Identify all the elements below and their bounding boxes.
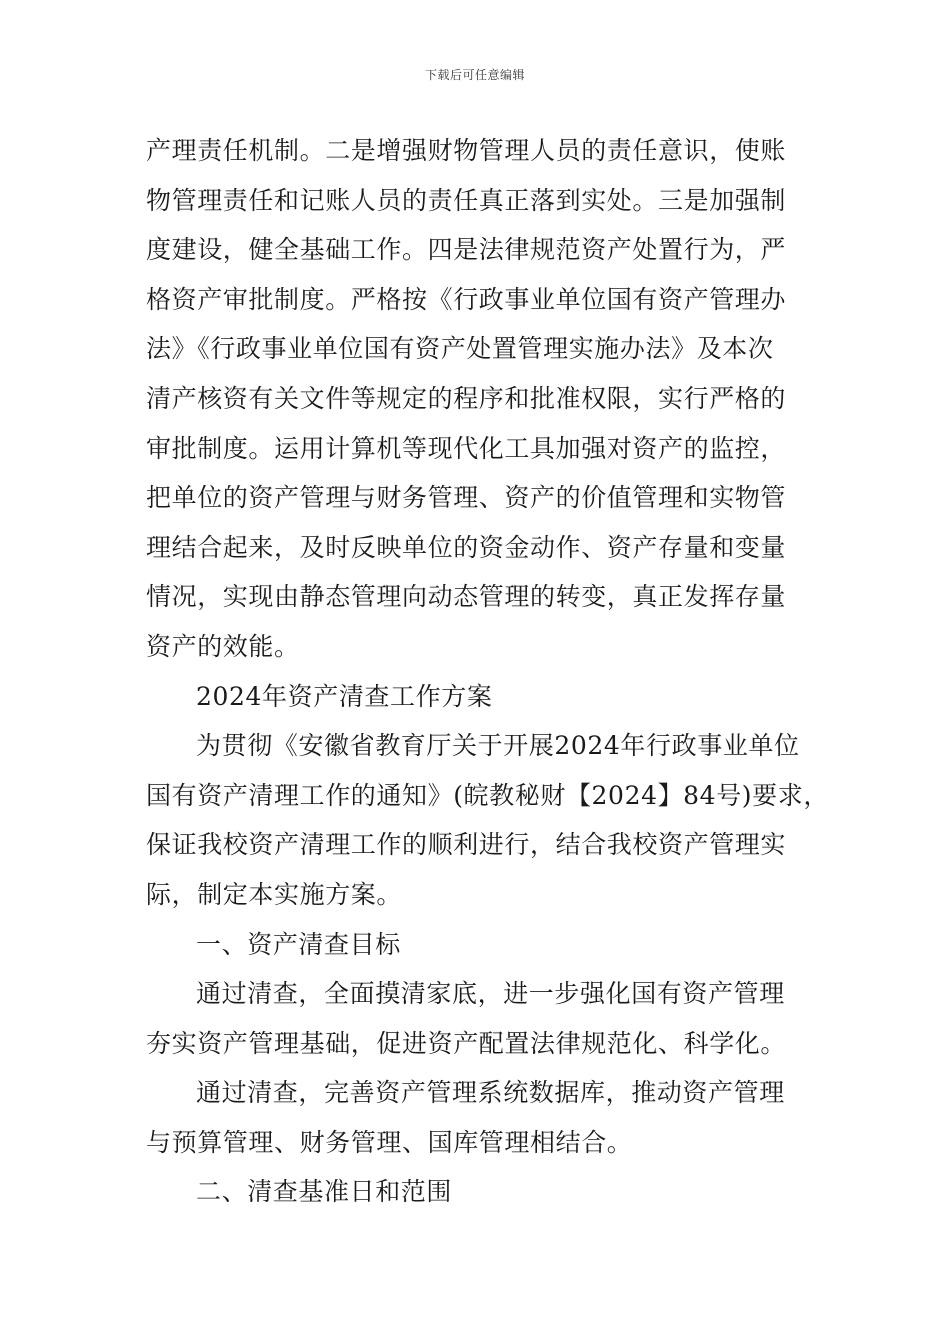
text-line: 情况，实现由静态管理向动态管理的转变，真正发挥存量 <box>146 582 787 612</box>
paragraph-start: 通过清查，完善资产管理系统数据库，推动资产管理 <box>196 1078 785 1108</box>
text-line: 度建设，健全基础工作。四是法律规范资产处置行为，严 <box>146 235 787 265</box>
paragraph-start: 通过清查，全面摸清家底，进一步强化国有资产管理 <box>196 979 785 1009</box>
text-line: 审批制度。运用计算机等现代化工具加强对资产的监控， <box>146 433 787 463</box>
paragraph-start: 为贯彻《安徽省教育厅关于开展2024年行政事业单位 <box>196 731 800 761</box>
text-line: 法》《行政事业单位国有资产处置管理实施办法》及本次 <box>146 334 774 364</box>
section-title: 2024年资产清查工作方案 <box>196 681 493 711</box>
section-heading: 二、清查基准日和范围 <box>196 1177 453 1207</box>
text-line: 资产的效能。 <box>146 631 300 661</box>
text-line: 夯实资产管理基础，促进资产配置法律规范化、科学化。 <box>146 1028 787 1058</box>
text-line: 理结合起来，及时反映单位的资金动作、资产存量和变量 <box>146 532 787 562</box>
text-line: 产理责任机制。二是增强财物管理人员的责任意识，使账 <box>146 136 787 165</box>
document-body <box>146 126 829 1217</box>
text-line: 把单位的资产管理与财务管理、资产的价值管理和实物管 <box>146 483 787 513</box>
text-line: 国有资产清理工作的通知》(皖教秘财【2024】84号)要求， <box>146 780 829 810</box>
text-line: 格资产审批制度。严格按《行政事业单位国有资产管理办 <box>146 284 787 314</box>
text-line: 与预算管理、财务管理、国库管理相结合。 <box>146 1127 633 1157</box>
text-line: 物管理责任和记账人员的责任真正落到实处。三是加强制 <box>146 185 787 215</box>
text-line: 际，制定本实施方案。 <box>146 879 403 909</box>
text-line: 保证我校资产清理工作的顺利进行，结合我校资产管理实 <box>146 830 787 860</box>
text-line: 清产核资有关文件等规定的程序和批准权限，实行严格的 <box>146 383 787 413</box>
section-heading: 一、资产清查目标 <box>196 929 401 959</box>
page-header: 下载后可任意编辑 <box>424 68 525 82</box>
